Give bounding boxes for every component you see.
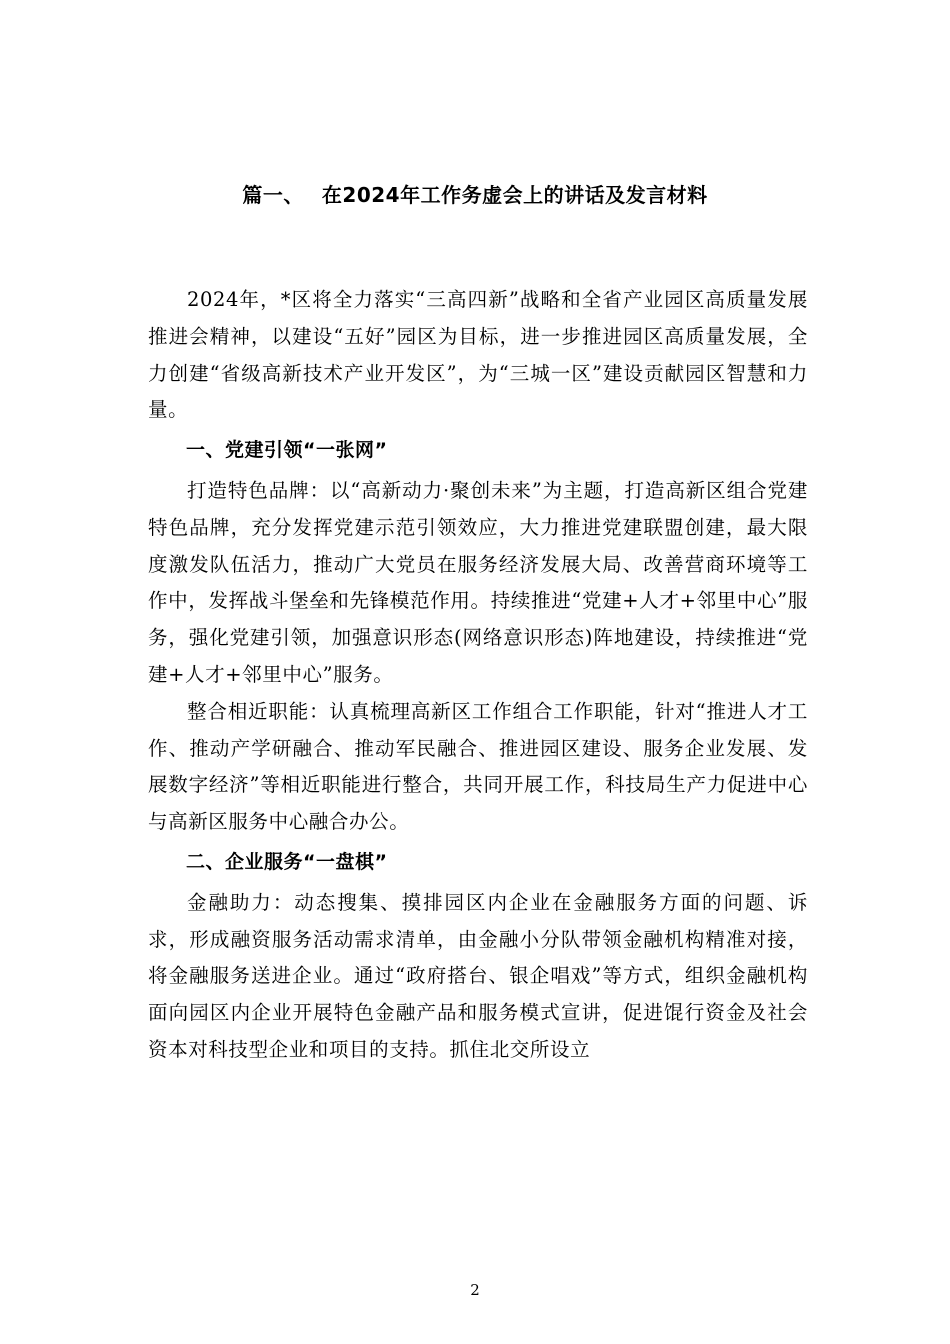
title-prefix: 篇一、 [242,183,304,207]
section-1-paragraph-2: 整合相近职能：认真梳理高新区工作组合工作职能，针对“推进人才工作、推动产学研融合、推动军民融合、推进园区建设、服务企业发展、发展数字经济”等相近职能进行整合，共同开展工作，科技局生产力促进中心与高新区服务中心融合办公。 [148,699,808,834]
document-body [148,282,808,1069]
document-title [0,178,950,212]
section-1-paragraph-1: 打造特色品牌：以“高新动力·聚创未来”为主题，打造高新区组合党建特色品牌，充分发挥党建示范引领效应，大力推进党建联盟创建，最大限度激发队伍活力，推动广大党员在服务经济发展大局、改善营商环境等工作中，发挥战斗堡垒和先锋模范作用。持续推进“党建+人才+邻里中心”服务，强化党建引领，加强意识形态(网络意识形态)阵地建设，持续推进“党建+人才+邻里中心”服务。 [148,478,808,686]
section-1-heading: 一、党建引领“一张网” [186,439,388,462]
intro-paragraph: 2024年，*区将全力落实“三高四新”战略和全省产业园区高质量发展推进会精神，以建设“五好”园区为目标，进一步推进园区高质量发展，全力创建“省级高新技术产业开发区”，为“三城一区”建设贡献园区智慧和力量。 [148,288,808,422]
page-number: 2 [470,1281,480,1299]
section-2-heading: 二、企业服务“一盘棋” [186,850,388,873]
title-text: 在2024年工作务虚会上的讲话及发言材料 [321,183,708,207]
section-2-paragraph-1: 金融助力：动态搜集、摸排园区内企业在金融服务方面的问题、诉求，形成融资服务活动需求清单，由金融小分队带领金融机构精准对接，将金融服务送进企业。通过“政府搭台、银企唱戏”等方式，组织金融机构面向园区内企业开展特色金融产品和服务模式宣讲，促进馄行资金及社会资本对科技型企业和项目的支持。抓住北交所设立 [148,890,808,1061]
